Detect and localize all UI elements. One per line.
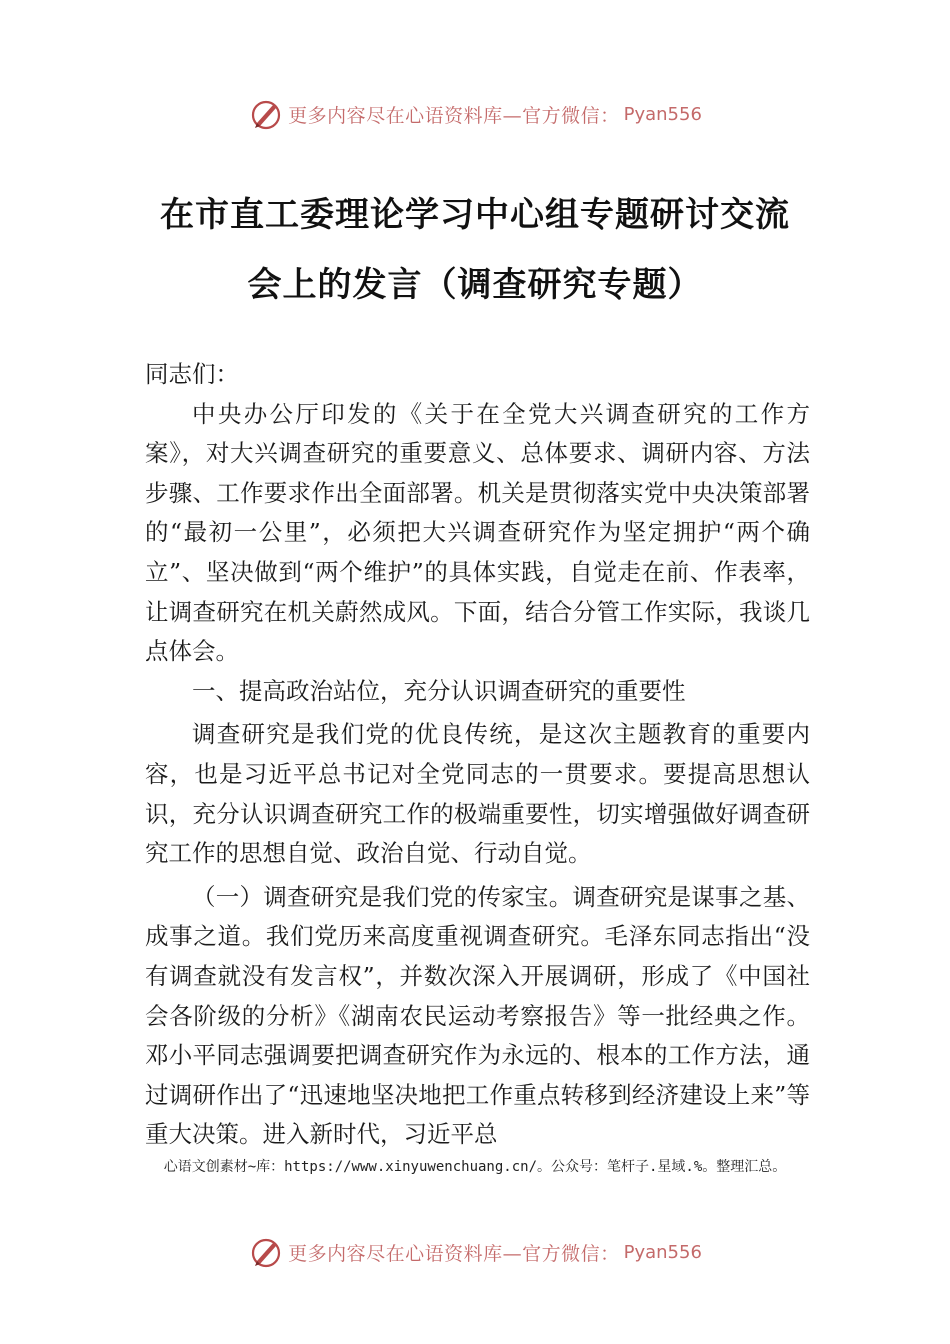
salutation: 同志们： bbox=[145, 360, 239, 388]
document-body bbox=[145, 355, 810, 1155]
paragraph: 调查研究是我们党的优良传统，是这次主题教育的重要内容，也是习近平总书记对全党同志的一贯要求。要提高思想认识，充分认识调查研究工作的极端重要性，切实增强做好调查研究工作的思想自觉、政治自觉、行动自觉。 bbox=[145, 720, 810, 868]
pen-logo-icon bbox=[248, 1234, 284, 1270]
title-line-2: 会上的发言（调查研究专题） bbox=[247, 265, 703, 305]
title-line-1: 在市直工委理论学习中心组专题研讨交流 bbox=[160, 195, 790, 235]
document-title bbox=[120, 180, 830, 320]
paragraph: （一）调查研究是我们党的传家宝。调查研究是谋事之基、成事之道。我们党历来高度重视调查研究。毛泽东同志指出“没有调查就没有发言权”，并数次深入开展调研，形成了《中国社会各阶级的分析》《湖南农民运动考察报告》等一批经典之作。邓小平同志强调要把调查研究作为永远的、根本的工作方法，通过调研作出了“迅速地坚决地把工作重点转移到经济建设上来”等重大决策。进入新时代，习近平总 bbox=[145, 882, 810, 1149]
banner-wechat-id: Pyan556 bbox=[623, 103, 702, 125]
footer-source-note: 心语文创素材~库：https://www.xinyuwenchuang.cn/。公众号：笔杆子.星域.%。整理汇总。 bbox=[163, 1159, 787, 1175]
banner-wechat-id: Pyan556 bbox=[623, 1241, 702, 1263]
paragraph: 中央办公厅印发的《关于在全党大兴调查研究的工作方案》，对大兴调查研究的重要意义、总体要求、调研内容、方法步骤、工作要求作出全面部署。机关是贯彻落实党中央决策部署的“最初一公里”，必须把大兴调查研究作为坚定拥护“两个确立”、坚决做到“两个维护”的具体实践，自觉走在前、作表率，让调查研究在机关蔚然成风。下面，结合分管工作实际，我谈几点体会。 bbox=[145, 399, 810, 666]
banner-brand-text: 更多内容尽在心语资料库—官方微信： bbox=[288, 104, 620, 127]
header-banner bbox=[0, 92, 950, 136]
pen-logo-icon bbox=[248, 96, 284, 132]
banner-brand-text: 更多内容尽在心语资料库—官方微信： bbox=[288, 1242, 620, 1265]
footer-banner bbox=[0, 1230, 950, 1274]
section-heading: 一、提高政治站位，充分认识调查研究的重要性 bbox=[192, 676, 686, 705]
